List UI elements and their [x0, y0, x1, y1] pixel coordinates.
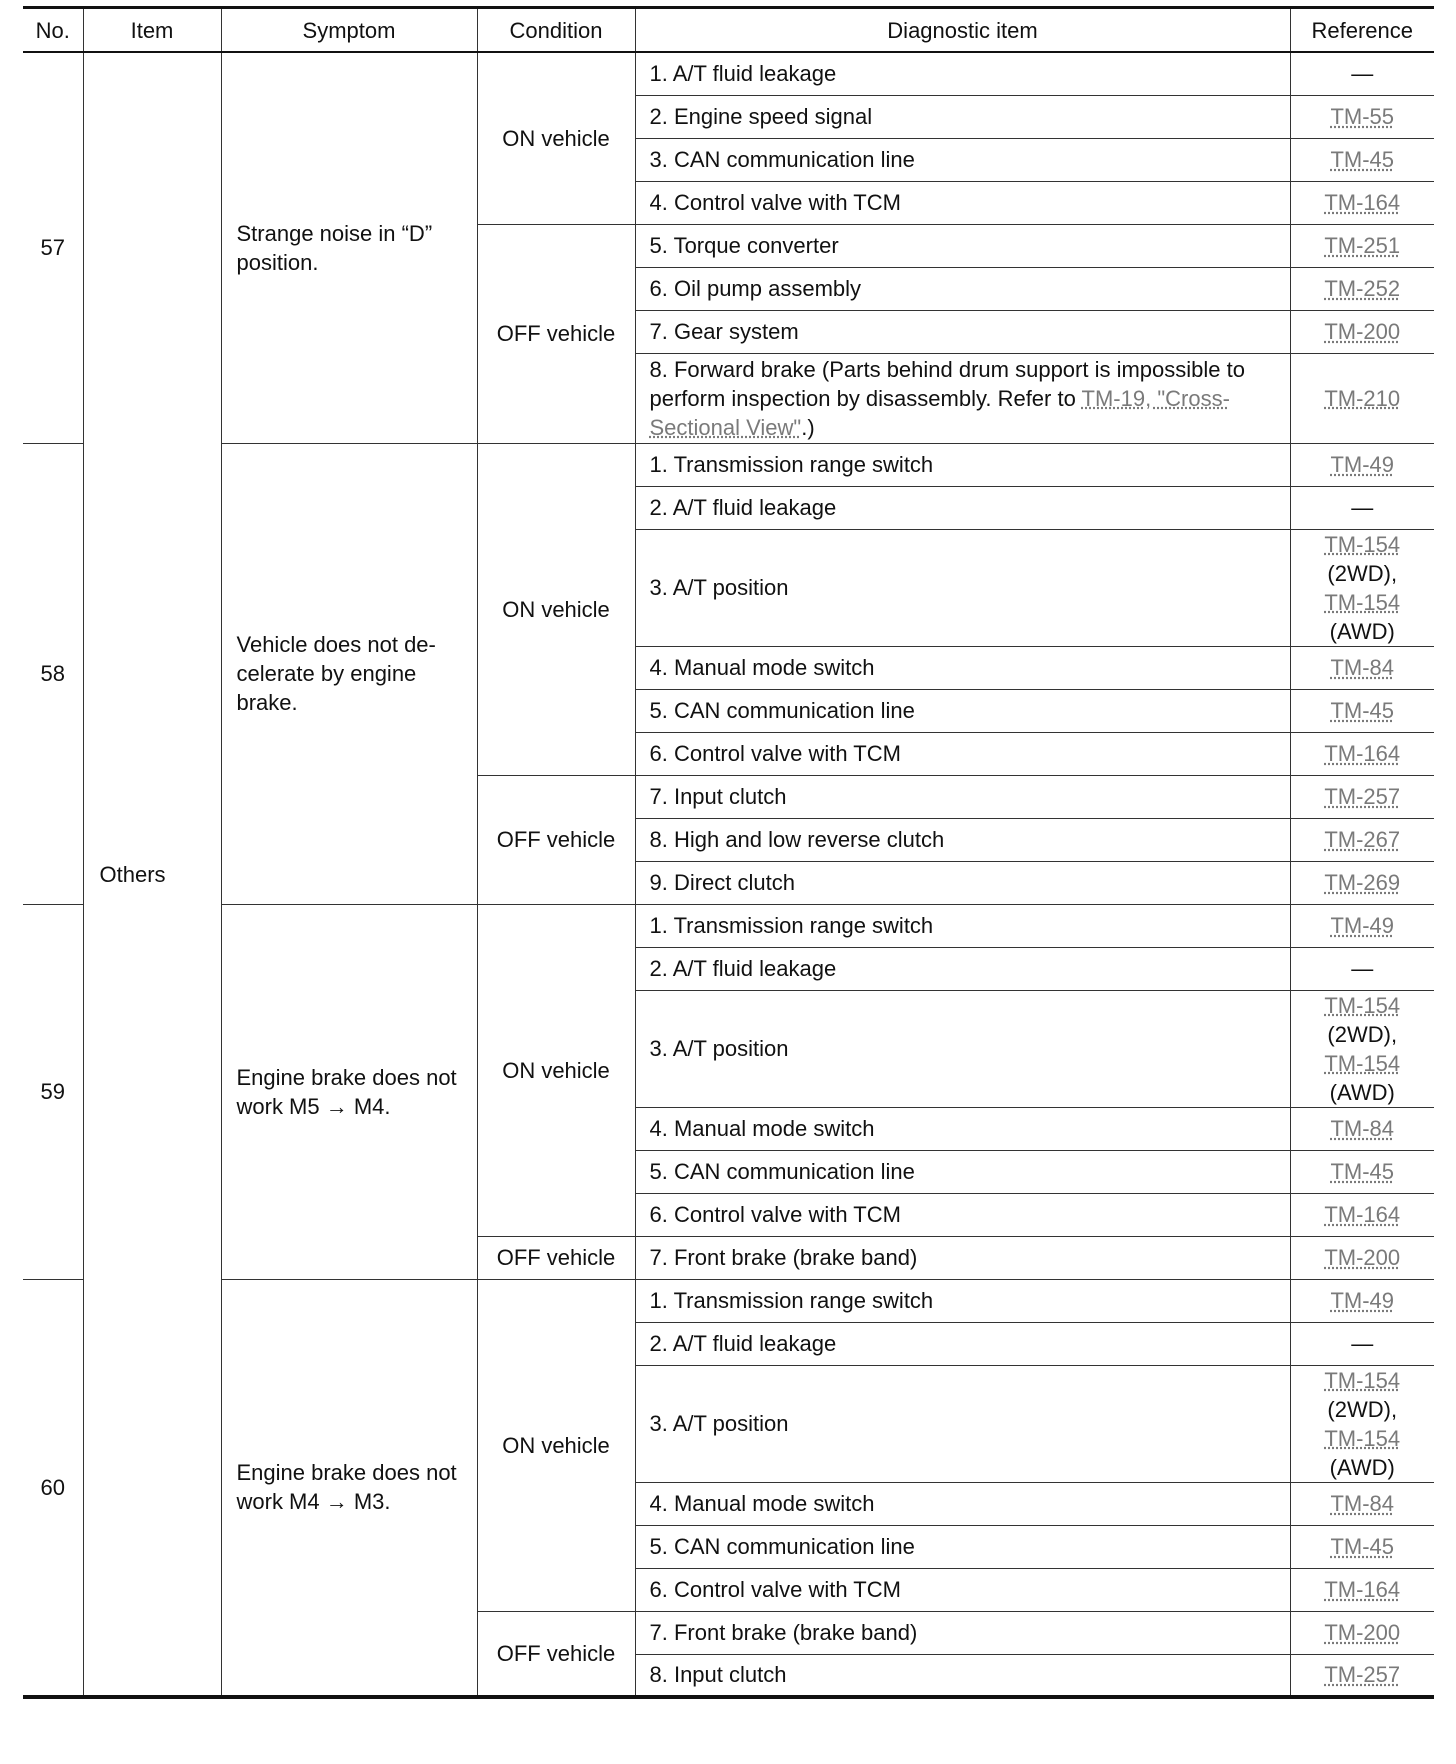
cell-diagnostic-item	[635, 1482, 1290, 1525]
reference-link[interactable]: TM-164	[1324, 190, 1401, 215]
reference-link[interactable]: TM-200	[1324, 319, 1401, 344]
cell-reference	[1290, 1568, 1434, 1611]
diagnostic-item-text: 4. Control valve with TCM	[649, 190, 901, 215]
cell-diagnostic-item	[635, 1107, 1290, 1150]
diagnostic-item-text: 3. A/T position	[649, 575, 789, 600]
reference-line	[1291, 530, 1435, 559]
cell-reference	[1290, 310, 1434, 353]
reference-link[interactable]: TM-200	[1324, 1245, 1401, 1270]
reference-line	[1291, 317, 1435, 346]
diagnostic-item-text: 7. Front brake (brake band)	[649, 1245, 918, 1270]
cell-diagnostic-item	[635, 775, 1290, 818]
reference-link[interactable]: TM-154	[1324, 531, 1401, 557]
cell-diagnostic-item	[635, 1568, 1290, 1611]
table-row	[23, 52, 1434, 95]
diagnostic-item-text: 8. Forward brake (Parts behind drum support is impossible to perform inspection by disassembly. Refer to	[649, 356, 1245, 411]
cell-no: 57	[23, 52, 83, 443]
cell-reference	[1290, 1365, 1434, 1482]
reference-line	[1291, 1660, 1435, 1689]
cell-reference	[1290, 1482, 1434, 1525]
cell-diagnostic-item	[635, 267, 1290, 310]
reference-line	[1291, 1489, 1435, 1518]
reference-link[interactable]: TM-49	[1330, 1288, 1395, 1313]
reference-link[interactable]: TM-84	[1330, 1491, 1395, 1516]
cell-reference	[1290, 224, 1434, 267]
cell-condition: ON vehicle	[477, 904, 635, 1236]
cell-reference	[1290, 775, 1434, 818]
reference-link[interactable]: TM-49	[1330, 913, 1395, 938]
cell-diagnostic-item	[635, 1525, 1290, 1568]
cell-diagnostic-item	[635, 990, 1290, 1107]
reference-link[interactable]: TM-154	[1324, 1050, 1401, 1076]
reference-link[interactable]: TM-55	[1330, 104, 1395, 129]
reference-line	[1291, 1366, 1435, 1395]
diagnostic-item-text: 2. A/T fluid leakage	[649, 956, 837, 981]
reference-line	[1291, 1200, 1435, 1229]
diagnostic-item-text: 2. Engine speed signal	[649, 104, 873, 129]
reference-line	[1291, 911, 1435, 940]
cell-diagnostic-item	[635, 732, 1290, 775]
reference-link[interactable]: TM-251	[1324, 233, 1401, 258]
reference-link[interactable]: TM-252	[1324, 276, 1401, 301]
reference-link[interactable]: TM-45	[1330, 1159, 1395, 1184]
reference-link[interactable]: TM-154	[1324, 1425, 1401, 1451]
reference-line	[1291, 739, 1435, 768]
cell-reference	[1290, 138, 1434, 181]
reference-link[interactable]: TM-45	[1330, 698, 1395, 723]
reference-line	[1291, 1286, 1435, 1315]
reference-none: —	[1351, 495, 1374, 520]
diagnostic-item-text: 3. CAN communication line	[649, 147, 915, 172]
diagnostic-item-text: 8. High and low reverse clutch	[649, 827, 945, 852]
cell-diagnostic-item	[635, 181, 1290, 224]
reference-line	[1291, 450, 1435, 479]
cell-reference	[1290, 1654, 1434, 1697]
cell-reference	[1290, 1150, 1434, 1193]
reference-link[interactable]: TM-267	[1324, 827, 1401, 852]
reference-link[interactable]: TM-164	[1324, 1202, 1401, 1227]
diagnostic-item-text: 6. Control valve with TCM	[649, 741, 901, 766]
reference-line	[1291, 782, 1435, 811]
header-item: Item	[83, 8, 221, 53]
cell-reference	[1290, 529, 1434, 646]
reference-line	[1291, 588, 1435, 617]
cell-diagnostic-item	[635, 1279, 1290, 1322]
diagnostic-item-text: 9. Direct clutch	[649, 870, 795, 895]
diagnostic-item-text: 7. Front brake (brake band)	[649, 1620, 918, 1645]
reference-line	[1291, 1575, 1435, 1604]
cell-diagnostic-item	[635, 1193, 1290, 1236]
cell-diagnostic-item	[635, 95, 1290, 138]
reference-line	[1291, 384, 1435, 413]
cell-diagnostic-item	[635, 818, 1290, 861]
cell-condition: ON vehicle	[477, 1279, 635, 1611]
cell-reference	[1290, 52, 1434, 95]
cell-symptom: Strange noise in “D” position.	[221, 52, 477, 443]
cell-condition: ON vehicle	[477, 443, 635, 775]
cell-diagnostic-item	[635, 1365, 1290, 1482]
reference-link[interactable]: TM-164	[1324, 741, 1401, 766]
reference-link[interactable]: TM-164	[1324, 1577, 1401, 1602]
diagnostic-item-text: 1. Transmission range switch	[649, 452, 934, 477]
reference-link[interactable]: TM-257	[1324, 784, 1401, 809]
cell-symptom: Vehicle does not de-celerate by engine brake.	[221, 443, 477, 904]
reference-line	[1291, 188, 1435, 217]
cell-reference	[1290, 486, 1434, 529]
cell-reference	[1290, 990, 1434, 1107]
diagnostic-item-text: 5. CAN communication line	[649, 698, 915, 723]
header-symptom: Symptom	[221, 8, 477, 53]
cell-diagnostic-item	[635, 861, 1290, 904]
header-condition: Condition	[477, 8, 635, 53]
cell-diagnostic-item	[635, 1322, 1290, 1365]
diagnostic-item-text: 1. Transmission range switch	[649, 1288, 934, 1313]
cell-reference	[1290, 353, 1434, 443]
reference-none: —	[1351, 956, 1374, 981]
cell-reference	[1290, 1279, 1434, 1322]
cell-reference	[1290, 904, 1434, 947]
cell-condition: OFF vehicle	[477, 775, 635, 904]
cell-diagnostic-item	[635, 1150, 1290, 1193]
reference-note: (2WD),	[1327, 1021, 1398, 1047]
reference-note: (AWD)	[1329, 618, 1395, 644]
cell-reference	[1290, 1236, 1434, 1279]
reference-line	[1291, 696, 1435, 725]
reference-line	[1291, 274, 1435, 303]
diagnostic-item-text: 3. A/T position	[649, 1411, 789, 1436]
cell-reference	[1290, 818, 1434, 861]
cell-symptom: Engine brake does not work M5 → M4.	[221, 904, 477, 1279]
cell-reference	[1290, 443, 1434, 486]
diagnostic-item-text: 5. Torque converter	[649, 233, 839, 258]
cell-diagnostic-item	[635, 689, 1290, 732]
reference-line	[1291, 1157, 1435, 1186]
cell-diagnostic-item	[635, 1236, 1290, 1279]
cell-reference	[1290, 1193, 1434, 1236]
cell-condition: OFF vehicle	[477, 1611, 635, 1697]
reference-line	[1291, 653, 1435, 682]
reference-line	[1291, 991, 1435, 1020]
reference-note: (AWD)	[1329, 1079, 1395, 1105]
cell-reference	[1290, 732, 1434, 775]
cell-reference	[1290, 947, 1434, 990]
reference-line	[1291, 825, 1435, 854]
reference-link[interactable]: TM-200	[1324, 1620, 1401, 1645]
reference-link[interactable]: TM-154	[1324, 589, 1401, 615]
reference-line	[1291, 1424, 1435, 1453]
reference-line	[1291, 868, 1435, 897]
cell-reference	[1290, 95, 1434, 138]
cell-condition: OFF vehicle	[477, 1236, 635, 1279]
cell-diagnostic-item	[635, 224, 1290, 267]
diagnostic-item-text: 4. Manual mode switch	[649, 1491, 875, 1516]
cell-diagnostic-item	[635, 443, 1290, 486]
cell-diagnostic-item	[635, 138, 1290, 181]
table-header-row	[23, 8, 1434, 53]
cell-condition: ON vehicle	[477, 52, 635, 224]
header-diagnostic-item: Diagnostic item	[635, 8, 1290, 53]
reference-line	[1291, 102, 1435, 131]
table-row	[23, 1279, 1434, 1322]
diagnostic-item-text: 7. Input clutch	[649, 784, 787, 809]
reference-link[interactable]: TM-45	[1330, 147, 1395, 172]
diagnostic-item-text: 6. Control valve with TCM	[649, 1202, 901, 1227]
table-row	[23, 904, 1434, 947]
cell-diagnostic-item	[635, 353, 1290, 443]
cell-condition: OFF vehicle	[477, 224, 635, 443]
reference-link[interactable]: TM-45	[1330, 1534, 1395, 1559]
diagnostic-item-text: 6. Control valve with TCM	[649, 1577, 901, 1602]
reference-link[interactable]: TM-257	[1324, 1662, 1401, 1688]
table-row	[23, 443, 1434, 486]
diagnostic-item-text: 5. CAN communication line	[649, 1534, 915, 1559]
diagnostic-item-text: 8. Input clutch	[649, 1662, 787, 1688]
reference-link[interactable]: TM-84	[1330, 655, 1395, 680]
diagnostic-item-text: 4. Manual mode switch	[649, 655, 875, 680]
cell-no: 60	[23, 1279, 83, 1697]
header-no: No.	[23, 8, 83, 53]
reference-link[interactable]: TM-269	[1324, 870, 1401, 895]
diagnostic-item-text: 2. A/T fluid leakage	[649, 495, 837, 520]
table-body	[23, 52, 1434, 1697]
reference-line	[1291, 1532, 1435, 1561]
reference-line	[1291, 231, 1435, 260]
cell-reference	[1290, 689, 1434, 732]
diagnostic-item-text: 1. A/T fluid leakage	[649, 61, 837, 87]
cell-diagnostic-item	[635, 1654, 1290, 1697]
cross-reference-link[interactable]: TM-19, "Cross-Sectional View"	[649, 385, 1230, 440]
header-reference: Reference	[1290, 8, 1434, 53]
cell-symptom: Engine brake does not work M4 → M3.	[221, 1279, 477, 1697]
cell-reference	[1290, 1322, 1434, 1365]
diagnostic-item-text: 1. Transmission range switch	[649, 913, 934, 938]
diagnostic-item-text: 5. CAN communication line	[649, 1159, 915, 1184]
cell-diagnostic-item	[635, 529, 1290, 646]
cell-reference	[1290, 181, 1434, 224]
reference-line	[1291, 1114, 1435, 1143]
reference-none: —	[1351, 1331, 1374, 1356]
cell-diagnostic-item	[635, 904, 1290, 947]
diagnosis-table	[23, 6, 1434, 1699]
reference-link[interactable]: TM-49	[1330, 452, 1395, 477]
cell-reference	[1290, 1525, 1434, 1568]
diagnostic-item-text-end: .)	[801, 414, 815, 440]
reference-line	[1291, 145, 1435, 174]
cell-no: 59	[23, 904, 83, 1279]
diagnostic-item-text: 3. A/T position	[649, 1036, 789, 1061]
reference-none: —	[1351, 61, 1374, 87]
reference-line	[1291, 1243, 1435, 1272]
diagnostic-item-text: 4. Manual mode switch	[649, 1116, 875, 1141]
cell-diagnostic-item	[635, 52, 1290, 95]
reference-link[interactable]: TM-210	[1324, 385, 1401, 411]
reference-link[interactable]: TM-84	[1330, 1116, 1395, 1141]
reference-link[interactable]: TM-154	[1324, 1367, 1401, 1393]
reference-note: (2WD),	[1327, 1396, 1398, 1422]
cell-diagnostic-item	[635, 1611, 1290, 1654]
cell-reference	[1290, 267, 1434, 310]
cell-item: Others	[83, 52, 221, 1697]
diagnostic-item-text: 6. Oil pump assembly	[649, 276, 862, 301]
cell-reference	[1290, 861, 1434, 904]
cell-reference	[1290, 1107, 1434, 1150]
reference-link[interactable]: TM-154	[1324, 992, 1401, 1018]
reference-line	[1291, 1618, 1435, 1647]
cell-diagnostic-item	[635, 947, 1290, 990]
reference-line	[1291, 1049, 1435, 1078]
reference-note: (2WD),	[1327, 560, 1398, 586]
diagnostic-item-text: 7. Gear system	[649, 319, 799, 344]
cell-reference	[1290, 1611, 1434, 1654]
reference-note: (AWD)	[1329, 1454, 1395, 1480]
diagnosis-table-container	[23, 6, 1434, 1699]
cell-diagnostic-item	[635, 486, 1290, 529]
cell-diagnostic-item	[635, 646, 1290, 689]
cell-no: 58	[23, 443, 83, 904]
diagnostic-item-text: 2. A/T fluid leakage	[649, 1331, 837, 1356]
cell-reference	[1290, 646, 1434, 689]
cell-diagnostic-item	[635, 310, 1290, 353]
